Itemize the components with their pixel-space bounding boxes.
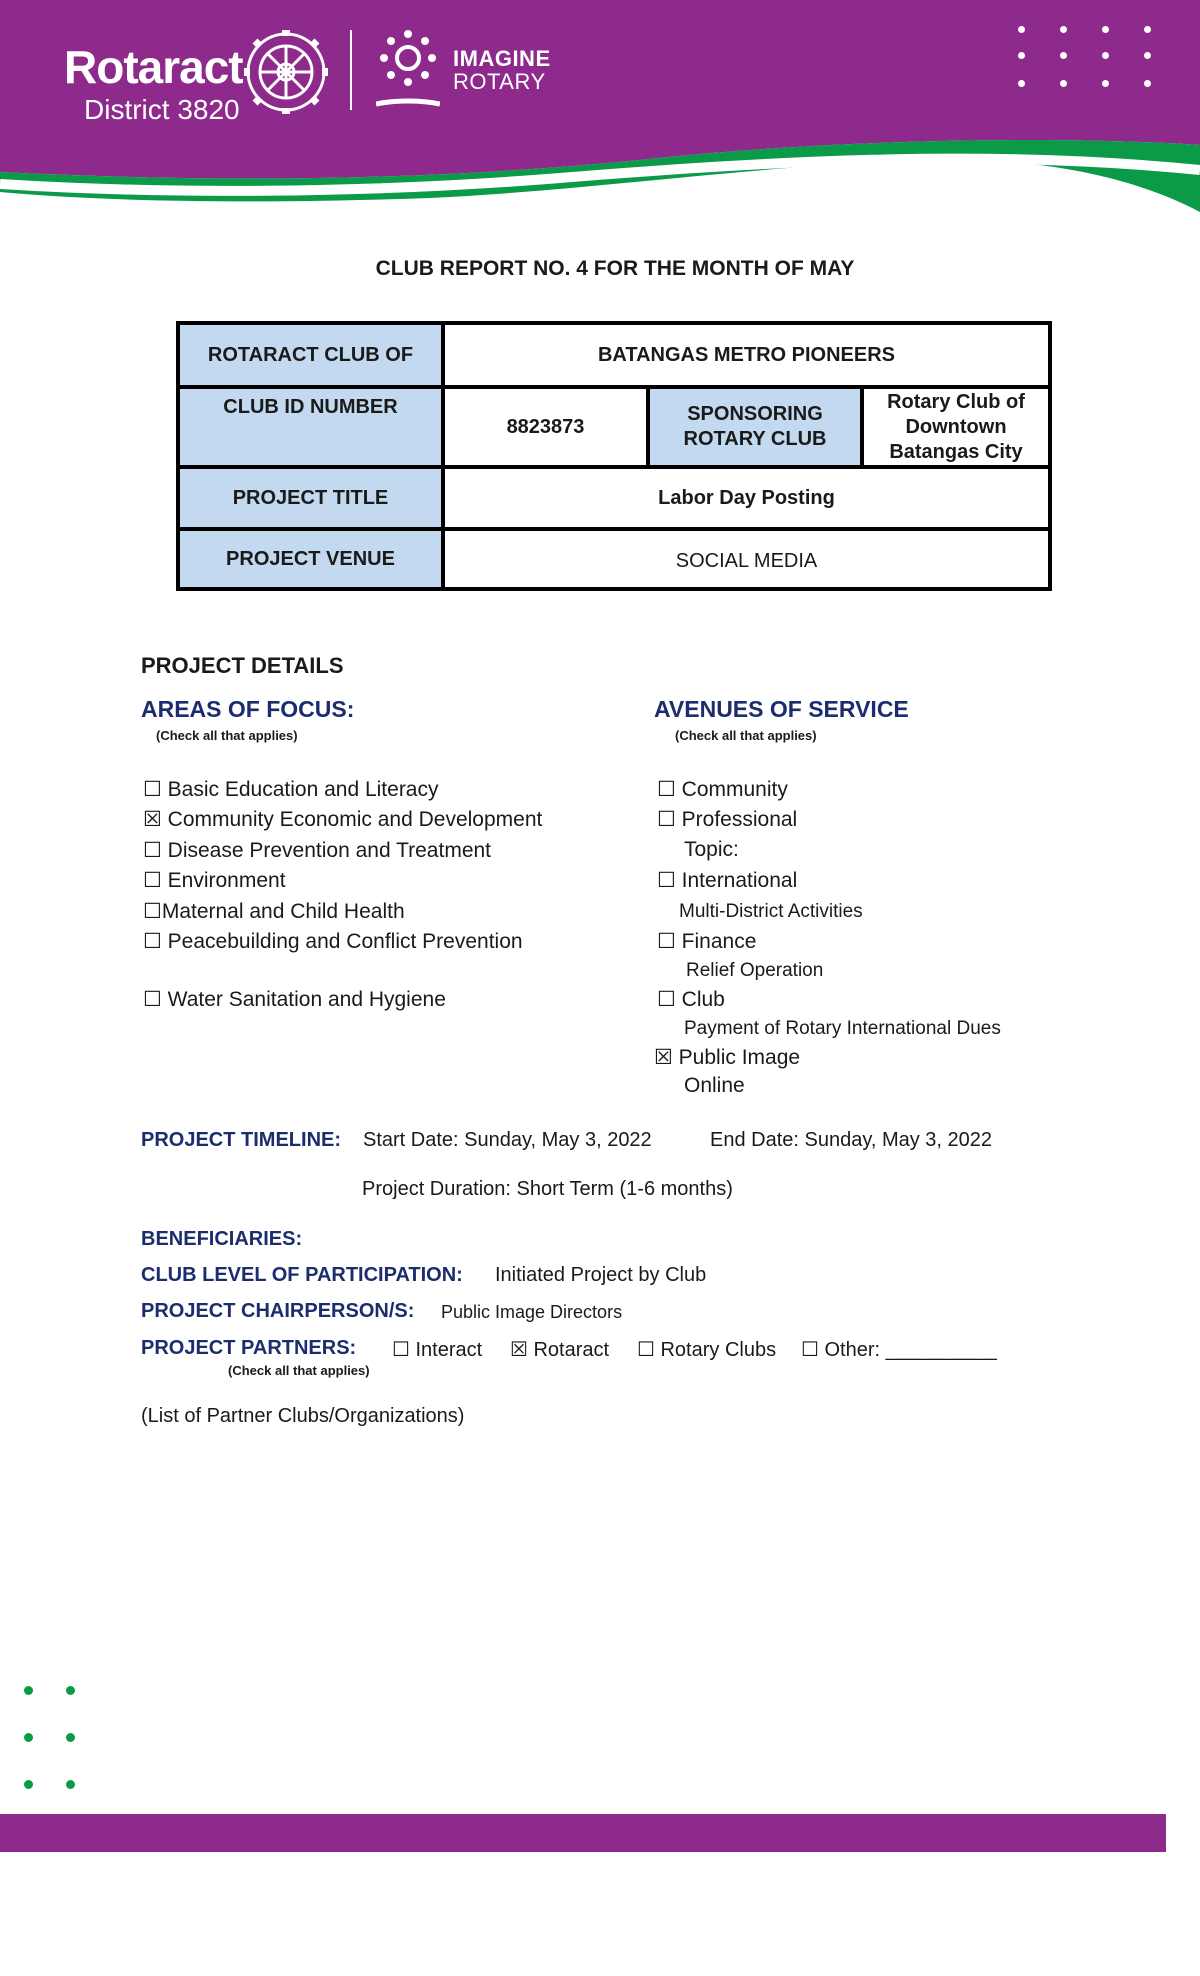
- rotary-label: ROTARY: [453, 69, 546, 94]
- avenue-subtext: Topic:: [684, 838, 739, 861]
- partners-note: (Check all that applies): [228, 1363, 370, 1378]
- info-table: [176, 321, 1052, 591]
- avenues-of-service-heading: AVENUES OF SERVICE: [654, 696, 909, 722]
- partner-option-other: ☐ Other: __________: [801, 1339, 997, 1361]
- timeline-duration: Project Duration: Short Term (1-6 months): [362, 1178, 733, 1200]
- area-item: ☐Maternal and Child Health: [143, 900, 405, 923]
- footer-bar: [0, 1814, 1166, 1852]
- avenue-item: ☐ Professional: [657, 808, 798, 831]
- header-divider: [350, 30, 352, 110]
- timeline-start: Start Date: Sunday, May 3, 2022: [363, 1129, 652, 1151]
- avenue-item: ☐ Club: [657, 988, 725, 1011]
- area-item: ☐ Environment: [143, 869, 286, 892]
- sponsor-label: SPONSORING ROTARY CLUB: [650, 389, 860, 465]
- area-item: ☐ Water Sanitation and Hygiene: [143, 988, 446, 1011]
- club-id-value: 8823873: [445, 389, 646, 465]
- avenue-item: ☒ Public Image: [654, 1046, 801, 1069]
- sponsor-value: Rotary Club of Downtown Batangas City: [864, 389, 1048, 465]
- imagine-rotary-icon: [376, 28, 440, 112]
- rotaract-wordmark: Rotaract: [64, 41, 243, 93]
- area-item: ☐ Disease Prevention and Treatment: [143, 839, 492, 862]
- district-label: District 3820: [84, 94, 240, 125]
- partners-label: PROJECT PARTNERS:: [141, 1337, 357, 1359]
- beneficiaries-label: BENEFICIARIES:: [141, 1228, 303, 1250]
- avenue-item: ☐ Community: [657, 778, 788, 801]
- project-title-label: PROJECT TITLE: [180, 469, 441, 527]
- project-details-heading: PROJECT DETAILS: [141, 653, 344, 678]
- area-item: ☐ Basic Education and Literacy: [143, 778, 439, 801]
- rotary-wheel-icon: [244, 30, 328, 114]
- areas-note: (Check all that applies): [156, 728, 298, 743]
- partners-list-note: (List of Partner Clubs/Organizations): [141, 1405, 465, 1427]
- chairperson-label: PROJECT CHAIRPERSON/S:: [141, 1300, 415, 1322]
- participation-value: Initiated Project by Club: [495, 1264, 707, 1286]
- area-item: ☒ Community Economic and Development: [143, 808, 543, 831]
- avenue-subtext: Multi-District Activities: [679, 901, 863, 922]
- avenues-note: (Check all that applies): [675, 728, 817, 743]
- avenue-subtext: Online: [684, 1074, 745, 1097]
- partner-option-rotaract: ☒ Rotaract: [510, 1339, 610, 1361]
- partner-option-rotary-clubs: ☐ Rotary Clubs: [637, 1339, 777, 1361]
- project-venue-label: PROJECT VENUE: [180, 531, 441, 587]
- report-title: CLUB REPORT NO. 4 FOR THE MONTH OF MAY: [375, 257, 855, 280]
- imagine-label: IMAGINE: [453, 46, 551, 71]
- avenue-item: ☐ Finance: [657, 930, 757, 953]
- club-label: ROTARACT CLUB OF: [180, 325, 441, 385]
- timeline-end: End Date: Sunday, May 3, 2022: [710, 1129, 993, 1151]
- avenue-subtext: Payment of Rotary International Dues: [684, 1018, 1001, 1039]
- timeline-label: PROJECT TIMELINE:: [141, 1129, 342, 1151]
- club-id-label: CLUB ID NUMBER: [180, 389, 441, 465]
- club-value: BATANGAS METRO PIONEERS: [445, 325, 1048, 385]
- avenue-item: ☐ International: [657, 869, 798, 892]
- chairperson-value: Public Image Directors: [441, 1302, 623, 1322]
- project-title-value: Labor Day Posting: [445, 469, 1048, 527]
- project-venue-value: SOCIAL MEDIA: [445, 531, 1048, 587]
- area-item: ☐ Peacebuilding and Conflict Prevention: [143, 930, 523, 953]
- partner-option-interact: ☐ Interact: [392, 1339, 483, 1361]
- participation-label: CLUB LEVEL OF PARTICIPATION:: [141, 1264, 463, 1286]
- areas-of-focus-heading: AREAS OF FOCUS:: [141, 696, 355, 722]
- avenue-subtext: Relief Operation: [686, 960, 824, 981]
